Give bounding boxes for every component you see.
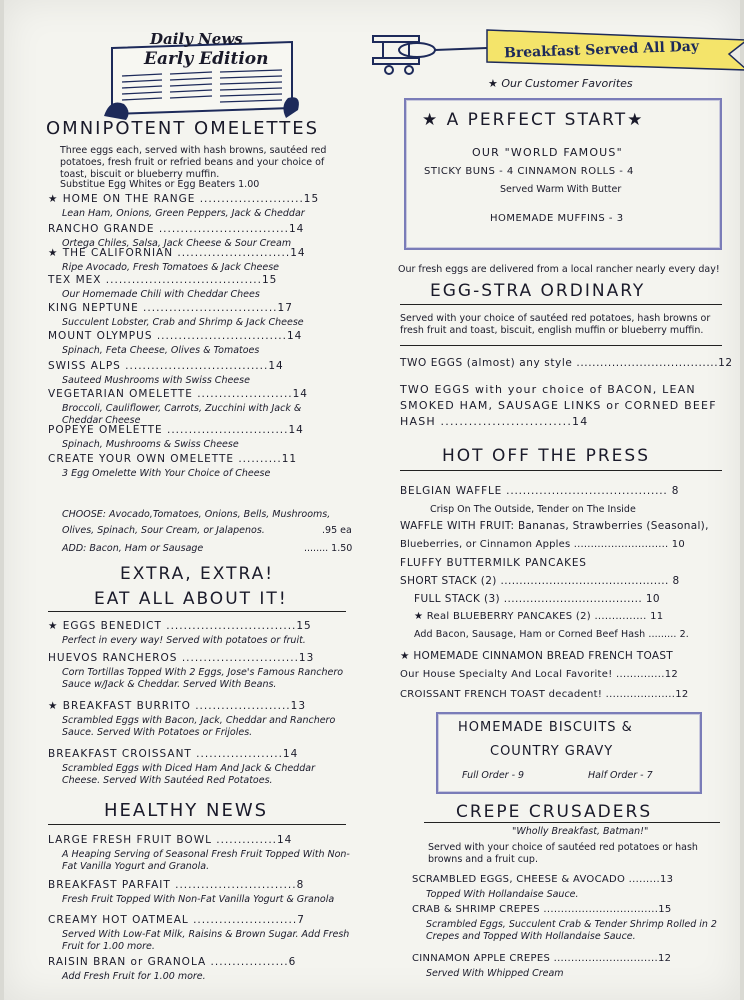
press-blueberry: ★ Real BLUEBERRY PANCAKES (2) ............... 11 bbox=[414, 611, 664, 622]
crepes-title: CREPE CRUSADERS bbox=[456, 802, 653, 822]
menu-item-desc: 3 Egg Omelette With Your Choice of Cheese bbox=[62, 468, 271, 479]
menu-item-name: KING NEPTUNE ...............................17 bbox=[48, 302, 293, 314]
omelette-choose-price: .95 ea bbox=[322, 525, 352, 536]
menu-item-desc: Scrambled Eggs, Succulent Crab & Tender Shrimp Rolled in 2 Crepes and Topped With Hollandaise Sauce. bbox=[426, 919, 717, 942]
menu-item-name: BREAKFAST PARFAIT ............................8 bbox=[48, 879, 305, 891]
menu-item-name: BREAKFAST CROISSANT ....................14 bbox=[48, 748, 299, 760]
eggs-underline2 bbox=[400, 345, 722, 346]
menu-item-name: CRAB & SHRIMP CREPES .................................15 bbox=[412, 904, 672, 915]
menu-item-desc: Topped With Hollandaise Sauce. bbox=[426, 889, 579, 900]
menu-item-name: TEX MEX ....................................15 bbox=[48, 274, 278, 286]
crepes-intro: Served with your choice of sautéed red potatoes or hash browns and a fruit cup. bbox=[428, 842, 698, 865]
menu-item-desc: Ortega Chiles, Salsa, Jack Cheese & Sour Cream bbox=[62, 238, 292, 249]
menu-item-desc: Spinach, Mushrooms & Swiss Cheese bbox=[62, 439, 239, 450]
perfect-start-line1: OUR "WORLD FAMOUS" bbox=[472, 146, 623, 159]
press-croissant: CROISSANT FRENCH TOAST decadent! ....................12 bbox=[400, 689, 689, 700]
omelette-choose: CHOOSE: Avocado,Tomatoes, Onions, Bells, Mushrooms, bbox=[62, 509, 331, 520]
eggs-item1: TWO EGGS (almost) any style ....................................12 bbox=[400, 357, 733, 369]
banner-text: Breakfast Served All Day bbox=[503, 38, 700, 62]
menu-item-name: ★ EGGS BENEDICT ..............................15 bbox=[48, 620, 312, 632]
menu-item-desc: Broccoli, Cauliflower, Carrots, Zucchini with Jack & Cheddar Cheese bbox=[62, 403, 302, 426]
biscuits-half: Half Order - 7 bbox=[588, 770, 653, 781]
menu-item-name: SCRAMBLED EGGS, CHEESE & AVOCADO .........13 bbox=[412, 874, 674, 885]
press-title: HOT OFF THE PRESS bbox=[442, 446, 650, 466]
menu-item-desc: Lean Ham, Onions, Green Peppers, Jack & Cheddar bbox=[62, 208, 305, 219]
omelettes-title: OMNIPOTENT OMELETTES bbox=[46, 118, 319, 139]
menu-item-desc: Scrambled Eggs with Diced Ham And Jack & Cheddar Cheese. Served With Sautéed Red Potatoes. bbox=[62, 763, 315, 786]
logo-line1: Daily News bbox=[150, 30, 243, 48]
press-underline bbox=[400, 470, 722, 471]
omelettes-substitute: Substitue Egg Whites or Egg Beaters 1.00 bbox=[60, 179, 260, 190]
menu-item-desc: A Heaping Serving of Seasonal Fresh Fruit Topped With Non-Fat Vanilla Yogurt and Granola. bbox=[62, 849, 350, 872]
menu-item-desc: Ripe Avocado, Fresh Tomatoes & Jack Cheese bbox=[62, 262, 280, 273]
eggs-item2a: TWO EGGS with your choice of BACON, LEAN bbox=[400, 383, 696, 396]
perfect-start-line2: STICKY BUNS - 4 CINNAMON ROLLS - 4 bbox=[424, 166, 634, 177]
perfect-start-title: ★ A PERFECT START★ bbox=[422, 110, 645, 130]
menu-item-desc: Add Fresh Fruit for 1.00 more. bbox=[62, 971, 206, 982]
press-pancakes: FLUFFY BUTTERMILK PANCAKES bbox=[400, 557, 587, 569]
menu-item-desc: Succulent Lobster, Crab and Shrimp & Jack Cheese bbox=[62, 317, 304, 328]
menu-item-name: POPEYE OMELETTE ............................14 bbox=[48, 424, 304, 436]
logo-line2: Early Edition bbox=[144, 49, 269, 69]
crepes-underline bbox=[424, 822, 720, 823]
perfect-start-line3: Served Warm With Butter bbox=[500, 184, 622, 195]
perfect-start-line4: HOMEMADE MUFFINS - 3 bbox=[490, 213, 624, 224]
omelette-choose2: Olives, Spinach, Sour Cream, or Jalapenos. bbox=[62, 525, 265, 536]
menu-item-name: ★ HOME ON THE RANGE ........................15 bbox=[48, 193, 320, 205]
menu-page bbox=[4, 0, 740, 1000]
biscuits-title1: HOMEMADE BISCUITS & bbox=[458, 720, 633, 735]
healthy-title: HEALTHY NEWS bbox=[104, 800, 269, 821]
eggs-underline bbox=[400, 304, 722, 305]
menu-item-name: LARGE FRESH FRUIT BOWL ..............14 bbox=[48, 834, 293, 846]
press-short: SHORT STACK (2) ............................................. 8 bbox=[400, 575, 680, 587]
extra-title2: EAT ALL ABOUT IT! bbox=[94, 589, 288, 609]
menu-item-name: RANCHO GRANDE ..............................14 bbox=[48, 223, 305, 235]
menu-item-desc: Corn Tortillas Topped With 2 Eggs, Jose's Famous Ranchero Sauce w/Jack & Cheddar. Served With Beans. bbox=[62, 667, 344, 690]
crepes-subtitle: "Wholly Breakfast, Batman!" bbox=[512, 826, 649, 837]
menu-item-desc: Served With Whipped Cream bbox=[426, 968, 564, 979]
menu-item-desc: Served With Low-Fat Milk, Raisins & Brown Sugar. Add Fresh Fruit for 1.00 more. bbox=[62, 929, 350, 952]
menu-item-name: ★ BREAKFAST BURRITO ......................13 bbox=[48, 700, 307, 712]
menu-item-name: CINNAMON APPLE CREPES ..............................12 bbox=[412, 953, 672, 964]
menu-item-name: SWISS ALPS .................................14 bbox=[48, 360, 284, 372]
menu-item-desc: Sauteed Mushrooms with Swiss Cheese bbox=[62, 375, 250, 386]
eggs-item2c: HASH ............................14 bbox=[400, 415, 589, 428]
menu-item-desc: Scrambled Eggs with Bacon, Jack, Cheddar and Ranchero Sauce. Served With Potatoes or Frijoles. bbox=[62, 715, 336, 738]
press-full: FULL STACK (3) ..................................... 10 bbox=[414, 593, 660, 605]
press-waffle-fruit: WAFFLE WITH FRUIT: Bananas, Strawberries (Seasonal), bbox=[400, 520, 709, 532]
menu-item-name: ★ THE CALIFORNIAN ..........................14 bbox=[48, 247, 306, 259]
menu-item-name: MOUNT OLYMPUS ..............................14 bbox=[48, 330, 303, 342]
eggs-note: Our fresh eggs are delivered from a local rancher nearly every day! bbox=[398, 264, 720, 275]
biscuits-full: Full Order - 9 bbox=[462, 770, 525, 781]
menu-item-desc: Spinach, Feta Cheese, Olives & Tomatoes bbox=[62, 345, 260, 356]
extra-title1: EXTRA, EXTRA! bbox=[120, 564, 275, 584]
favorites-legend: ★ Our Customer Favorites bbox=[488, 77, 633, 90]
press-cinnamon: ★ HOMEMADE CINNAMON BREAD FRENCH TOAST bbox=[400, 650, 674, 662]
healthy-underline bbox=[48, 824, 346, 825]
eggs-item2b: SMOKED HAM, SAUSAGE LINKS or CORNED BEEF bbox=[400, 399, 717, 412]
menu-item-desc: Perfect in every way! Served with potatoes or fruit. bbox=[62, 635, 306, 646]
omelette-add-price: ........ 1.50 bbox=[304, 543, 353, 554]
eggs-intro: Served with your choice of sautéed red potatoes, hash browns or fresh fruit and toast, biscuit, english muffin or blueberry muffin. bbox=[400, 313, 711, 336]
menu-item-name: RAISIN BRAN or GRANOLA ..................6 bbox=[48, 956, 297, 968]
press-cinnamon2: Our House Specialty And Local Favorite! ..............12 bbox=[400, 669, 679, 680]
extra-underline bbox=[48, 611, 346, 612]
omelettes-intro: Three eggs each, served with hash browns, sautéed red potatoes, fresh fruit or refried beans and your choice of toast, biscuit or blueberry muffin. bbox=[60, 145, 327, 180]
biscuits-title2: COUNTRY GRAVY bbox=[490, 744, 614, 759]
menu-item-name: CREAMY HOT OATMEAL ........................7 bbox=[48, 914, 305, 926]
press-belgian: BELGIAN WAFFLE ....................................... 8 bbox=[400, 485, 680, 497]
menu-item-desc: Fresh Fruit Topped With Non-Fat Vanilla Yogurt & Granola bbox=[62, 894, 335, 905]
menu-item-name: CREATE YOUR OWN OMELETTE ..........11 bbox=[48, 453, 298, 465]
omelette-add: ADD: Bacon, Ham or Sausage bbox=[62, 543, 204, 554]
menu-item-name: HUEVOS RANCHEROS ...........................13 bbox=[48, 652, 315, 664]
press-add: Add Bacon, Sausage, Ham or Corned Beef Hash ......... 2. bbox=[414, 629, 689, 640]
menu-item-name: VEGETARIAN OMELETTE ......................14 bbox=[48, 388, 308, 400]
press-belgian-desc: Crisp On The Outside, Tender on The Inside bbox=[430, 504, 636, 515]
menu-item-desc: Our Homemade Chili with Cheddar Chees bbox=[62, 289, 260, 300]
eggs-title: EGG-STRA ORDINARY bbox=[430, 281, 646, 301]
press-waffle-fruit2: Blueberries, or Cinnamon Apples ............................ 10 bbox=[400, 539, 685, 550]
